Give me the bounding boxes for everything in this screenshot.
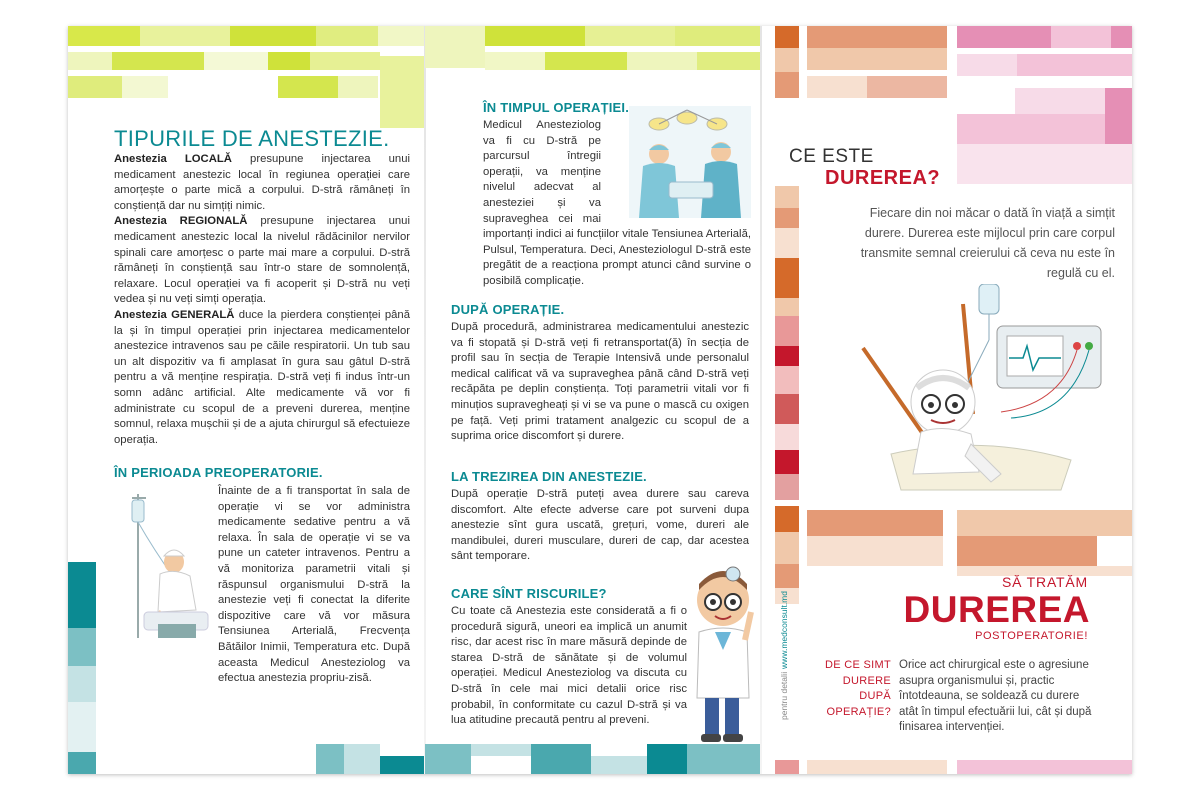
decor-block xyxy=(775,424,799,450)
decor-block xyxy=(378,26,425,46)
anesthesia-regional-term: Anestezia REGIONALĂ xyxy=(114,215,248,228)
decor-block xyxy=(775,208,799,228)
page-title: TIPURILE DE ANESTEZIE. xyxy=(114,126,390,151)
decor-block xyxy=(687,744,761,774)
anesthesia-local-term: Anestezia LOCALĂ xyxy=(114,153,232,165)
section-heading-during: ÎN TIMPUL OPERAȚIEI. xyxy=(483,100,630,115)
anesthesia-local-text: presupune injectarea unui medicament anestezic local în regiunea operației care amorțește o parte mică a corpului. D-stră rămâneți în conștiență dar nu simțiți nimic. xyxy=(114,153,410,212)
pain-intro-text: Fiecare din noi măcar o dată în viață a simțit durere. Durerea este mijlocul prin care corpul transmite semnal creierului că ceva nu este în regulă cu el. xyxy=(860,206,1115,280)
decor-block xyxy=(140,26,230,46)
pain-question-bottom: DUREREA? xyxy=(825,167,941,189)
section-heading-risks: CARE SÎNT RISCURILE? xyxy=(451,586,607,601)
decor-block xyxy=(485,26,585,46)
decor-block xyxy=(807,510,943,536)
decor-block xyxy=(775,346,799,366)
decor-block xyxy=(775,258,799,298)
section-text-waking: După operație D-stră puteți avea durere sau careva discomfort. Alte efecte adverse care pot surveni dupa anestezie sînt gura uscată, grețuri, vome, dureri ale mandibulei, dureri musculare, dureri de cap, dar acestea sânt temporare. xyxy=(451,488,749,563)
preop-heading: ÎN PERIOADA PREOPERATORIE. xyxy=(114,465,323,480)
section-text-after: După procedură, administrarea medicamentului anestezic va fi stopată și D-stră veți fi retransportat(ă) în secția de profil sau în secția de Terapie Intensivă unde personalul medical calificat vă va supraveghea până când D-stră veți recăpăta pe deplin conștiența. Toți parametrii vitali vor fi minuțios supravegheați și vi se va pune o mască cu oxigen pe față. Veți primi tratament analgezic cu scopul de a suprima orice discomfort și durere. xyxy=(451,321,749,443)
treat-title-small: SĂ TRATĂM xyxy=(1001,574,1088,590)
faq-question: DE CE SIMT DURERE DUPĂ OPERAȚIE? xyxy=(825,659,891,718)
preop-text: Înainte de a fi transportat în sala de operație vi se vor administra medicamente sedative pentru a vă relaxa. În sala de operație vi se va pune un cateter intravenos. Pentru a vă monitoriza parametrii vitali și răspunsul organismului D-stră la anestezie veți fi conectat la diferite dispozitive care vă vor măsura Tensiunea Arterială, Frecvența Bătăilor Inimii, Temperatura etc. După aceasta Medicul Anesteziolog va efectua anestezia propriu-zisă. xyxy=(218,485,410,685)
decor-block xyxy=(591,756,647,774)
patient-monitor-icon xyxy=(851,284,1117,496)
decor-block xyxy=(957,536,1097,566)
decor-block xyxy=(485,52,545,70)
decor-block xyxy=(697,52,761,70)
decor-block xyxy=(545,52,627,70)
decor-block xyxy=(775,564,799,588)
brochure xyxy=(68,26,1132,774)
decor-block xyxy=(775,450,799,474)
decor-block xyxy=(204,52,268,70)
decor-block xyxy=(775,72,799,98)
decor-block xyxy=(310,52,380,70)
decor-block xyxy=(775,316,799,346)
decor-block xyxy=(807,48,947,70)
decor-block xyxy=(585,26,675,46)
side-note xyxy=(779,591,789,720)
decor-block xyxy=(775,298,799,316)
decor-block xyxy=(807,536,943,566)
panel-anesthesia-types xyxy=(68,26,425,774)
during-operation-text: Medicul Anesteziolog va fi cu D-stră pe parcursul întregii operații, va menține nivelul adecvat al anesteziei și va supraveghea cei mai importanți indici ai funcțiilor vitale Tensiunea Arterială, Pulsul, Temperatura. Deci, Anesteziologul D-stră este pregătit de a reacționa prompt atunci când survine o posibilă complicație. xyxy=(483,119,751,287)
faq-answer: Orice act chirurgical este o agresiune asupra organismului și, practic întotdeauna, se soldează cu durere atât în timpul efectuării lui, cât și după finisarea intervenției. xyxy=(899,659,1092,733)
anesthesia-general-text: duce la pierdera conștienței până la și în timpul operației prin injectarea medicamentelor anestezice intravenos sau pe căile respiratorii. Un tub sau un alt dispozitiv va fi amplasat în gura sau gâtul D-stră pentru a vă menține respirația. D-stră veți fi indus într-un somn adânc artificial. Alte medicamente vă vor fi administrate cu scopul de a preveni durerea, menține somnul, relaxa mușchii și de a ajuta chirurgul să efectuieze operația. xyxy=(114,308,410,446)
decor-block xyxy=(338,76,378,98)
decor-block xyxy=(380,756,425,774)
decor-block xyxy=(775,48,799,72)
decor-block xyxy=(68,76,122,98)
decor-block xyxy=(278,76,338,98)
decor-block xyxy=(68,666,96,702)
treat-title-tail: POSTOPERATORIE! xyxy=(975,630,1088,642)
decor-block xyxy=(807,76,867,98)
panel-operation-phases xyxy=(425,26,761,774)
nurse-illustration xyxy=(124,490,212,640)
decor-block xyxy=(531,744,591,774)
decor-block xyxy=(316,744,344,774)
decor-block xyxy=(957,760,1132,774)
decor-block xyxy=(1015,88,1105,114)
decor-block xyxy=(775,760,799,774)
decor-block xyxy=(867,76,947,98)
decor-block xyxy=(425,26,485,68)
decor-block xyxy=(647,744,687,774)
decor-block xyxy=(68,26,140,46)
decor-block xyxy=(425,744,471,774)
decor-block xyxy=(471,744,531,756)
anesthesia-regional-text: presupune injectarea unui medicament anestezic local la nivelul rădăcinilor nervilor spinali care amorțesc o parte mai mare a corpului. D-stră rămâneți în conștiență sau într-o stare de somnolență, relaxare. Locul operației va fi acoperit și D-stră nu veți vedea și nu veți simți operația. xyxy=(114,215,410,306)
patient-illustration xyxy=(851,284,1117,496)
section-text-risks: Cu toate că Anestezia este considerată a fi o procedură sigură, uneori ea implică un anumit risc, dar acest risc în mare măsură depinde de starea D-stră de sănătate și de volumul operației. Medicul Anesteziolog va discuta cu D-stră în cele mai mici detalii orice risc probabil, în conformitate cu cazul D-stră și va lua atitudine precautǎ pentru al preveni. xyxy=(451,605,687,727)
decor-block xyxy=(68,752,96,774)
decor-block xyxy=(775,366,799,394)
decor-block xyxy=(68,562,96,628)
decor-block xyxy=(344,744,380,774)
decor-block xyxy=(268,52,310,70)
nurse-icon xyxy=(124,490,212,640)
side-note-prefix: pentru detalii xyxy=(779,668,789,720)
decor-block xyxy=(807,760,947,774)
decor-block xyxy=(957,26,1051,48)
decor-block xyxy=(775,506,799,532)
decor-block xyxy=(68,52,112,70)
decor-block xyxy=(68,702,96,752)
decor-block xyxy=(775,532,799,564)
section-heading-after: DUPĂ OPERAȚIE. xyxy=(451,302,565,317)
anesthesia-general-term: Anestezia GENERALĂ xyxy=(114,308,235,321)
treat-title-big: DUREREA xyxy=(903,589,1090,630)
decor-block xyxy=(230,26,316,46)
section-heading-waking: LA TREZIREA DIN ANESTEZIE. xyxy=(451,469,647,484)
decor-block xyxy=(775,186,799,208)
decor-block xyxy=(957,510,1132,536)
decor-block xyxy=(316,26,378,46)
decor-block xyxy=(807,26,947,48)
doctor-icon xyxy=(689,560,755,746)
doctor-illustration xyxy=(689,560,755,746)
text-wrap-spacer xyxy=(601,118,751,216)
decor-block xyxy=(112,52,204,70)
panel-pain xyxy=(761,26,1132,774)
decor-block xyxy=(675,26,761,46)
decor-block xyxy=(957,54,1017,76)
decor-block xyxy=(1017,54,1132,76)
pain-question-top: CE ESTE xyxy=(789,146,874,167)
decor-block xyxy=(775,26,799,48)
decor-block xyxy=(1051,26,1111,48)
decor-block xyxy=(627,52,697,70)
decor-block xyxy=(775,394,799,424)
decor-block xyxy=(1111,26,1132,48)
section-text-during xyxy=(483,118,751,290)
decor-block xyxy=(68,628,96,666)
decor-block xyxy=(957,144,1132,184)
decor-block xyxy=(380,56,425,128)
side-note-url[interactable]: www.medconsult.md xyxy=(779,591,789,669)
decor-block xyxy=(775,228,799,258)
decor-block xyxy=(122,76,168,98)
decor-block xyxy=(1105,88,1132,144)
decor-block xyxy=(775,474,799,500)
anesthesia-types-text xyxy=(114,152,410,448)
